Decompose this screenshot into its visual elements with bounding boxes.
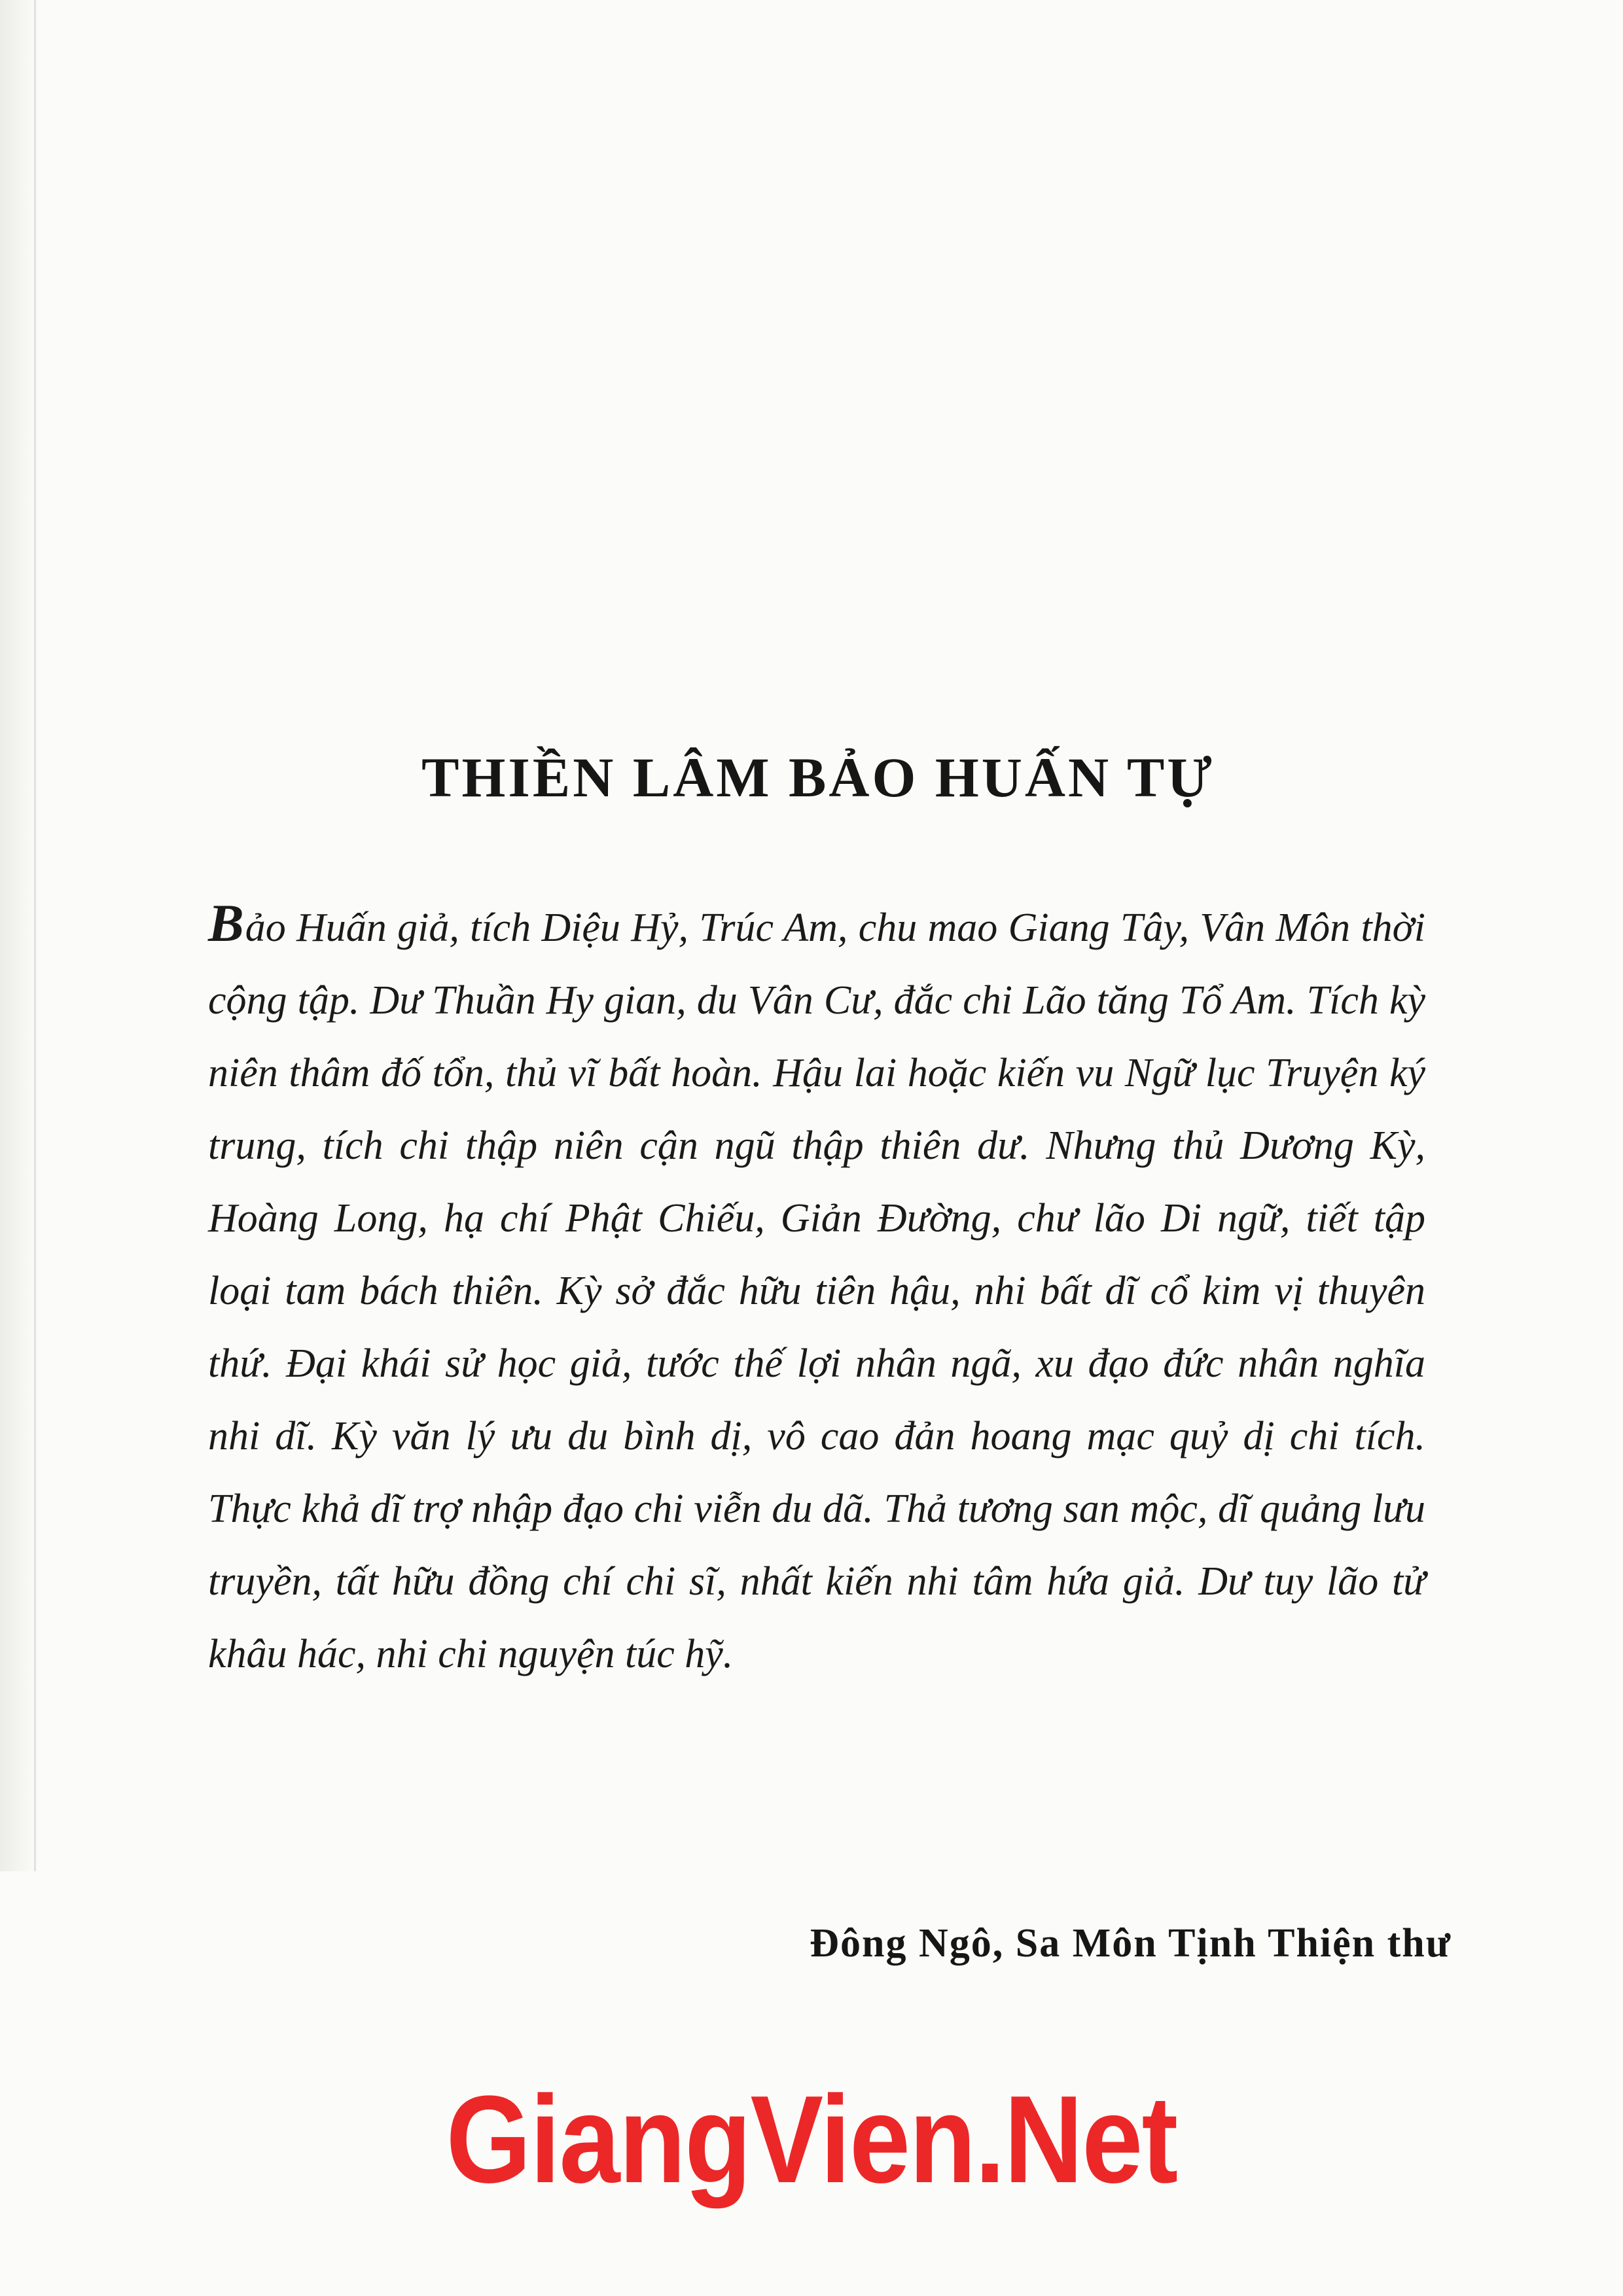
author-signature: Đông Ngô, Sa Môn Tịnh Thiện thư bbox=[810, 1921, 1452, 1966]
preface-body bbox=[208, 887, 1425, 1691]
watermark-logo: GiangVien.Net bbox=[446, 2070, 1177, 2209]
page-edge-line bbox=[34, 0, 36, 1871]
drop-cap: B bbox=[208, 893, 245, 953]
preface-text: ảo Huấn giả, tích Diệu Hỷ, Trúc Am, chu mao Giang Tây, Vân Môn thời cộng tập. Dư Thuần Hy gian, du Vân Cư, đắc chi Lão tăng Tổ Am. Tích kỳ niên thâm đố tổn, thủ vĩ bất hoàn. Hậu lai hoặc kiến vu Ngữ lục Truyện ký trung, tích chi thập niên cận ngũ thập thiên dư. Nhưng thủ Dương Kỳ, Hoàng Long, hạ chí Phật Chiếu, Giản Đường, chư lão Di ngữ, tiết tập loại tam bách thiên. Kỳ sở đắc hữu tiên hậu, nhi bất dĩ cổ kim vị thuyên thứ. Đại khái sử học giả, tước thế lợi nhân ngã, xu đạo đức nhân nghĩa nhi dĩ. Kỳ văn lý ưu du bình dị, vô cao đản hoang mạc quỷ dị chi tích. Thực khả dĩ trợ nhập đạo chi viễn du dã. Thả tương san mộc, dĩ quảng lưu truyền, tất hữu đồng chí chi sĩ, nhất kiến nhi tâm hứa giả. Dư tuy lão tử khâu hác, nhi chi nguyện túc hỹ. bbox=[208, 906, 1425, 1676]
page-edge-shadow bbox=[0, 0, 35, 1871]
page-title: THIỀN LÂM BẢO HUẤN TỰ bbox=[421, 746, 1215, 809]
